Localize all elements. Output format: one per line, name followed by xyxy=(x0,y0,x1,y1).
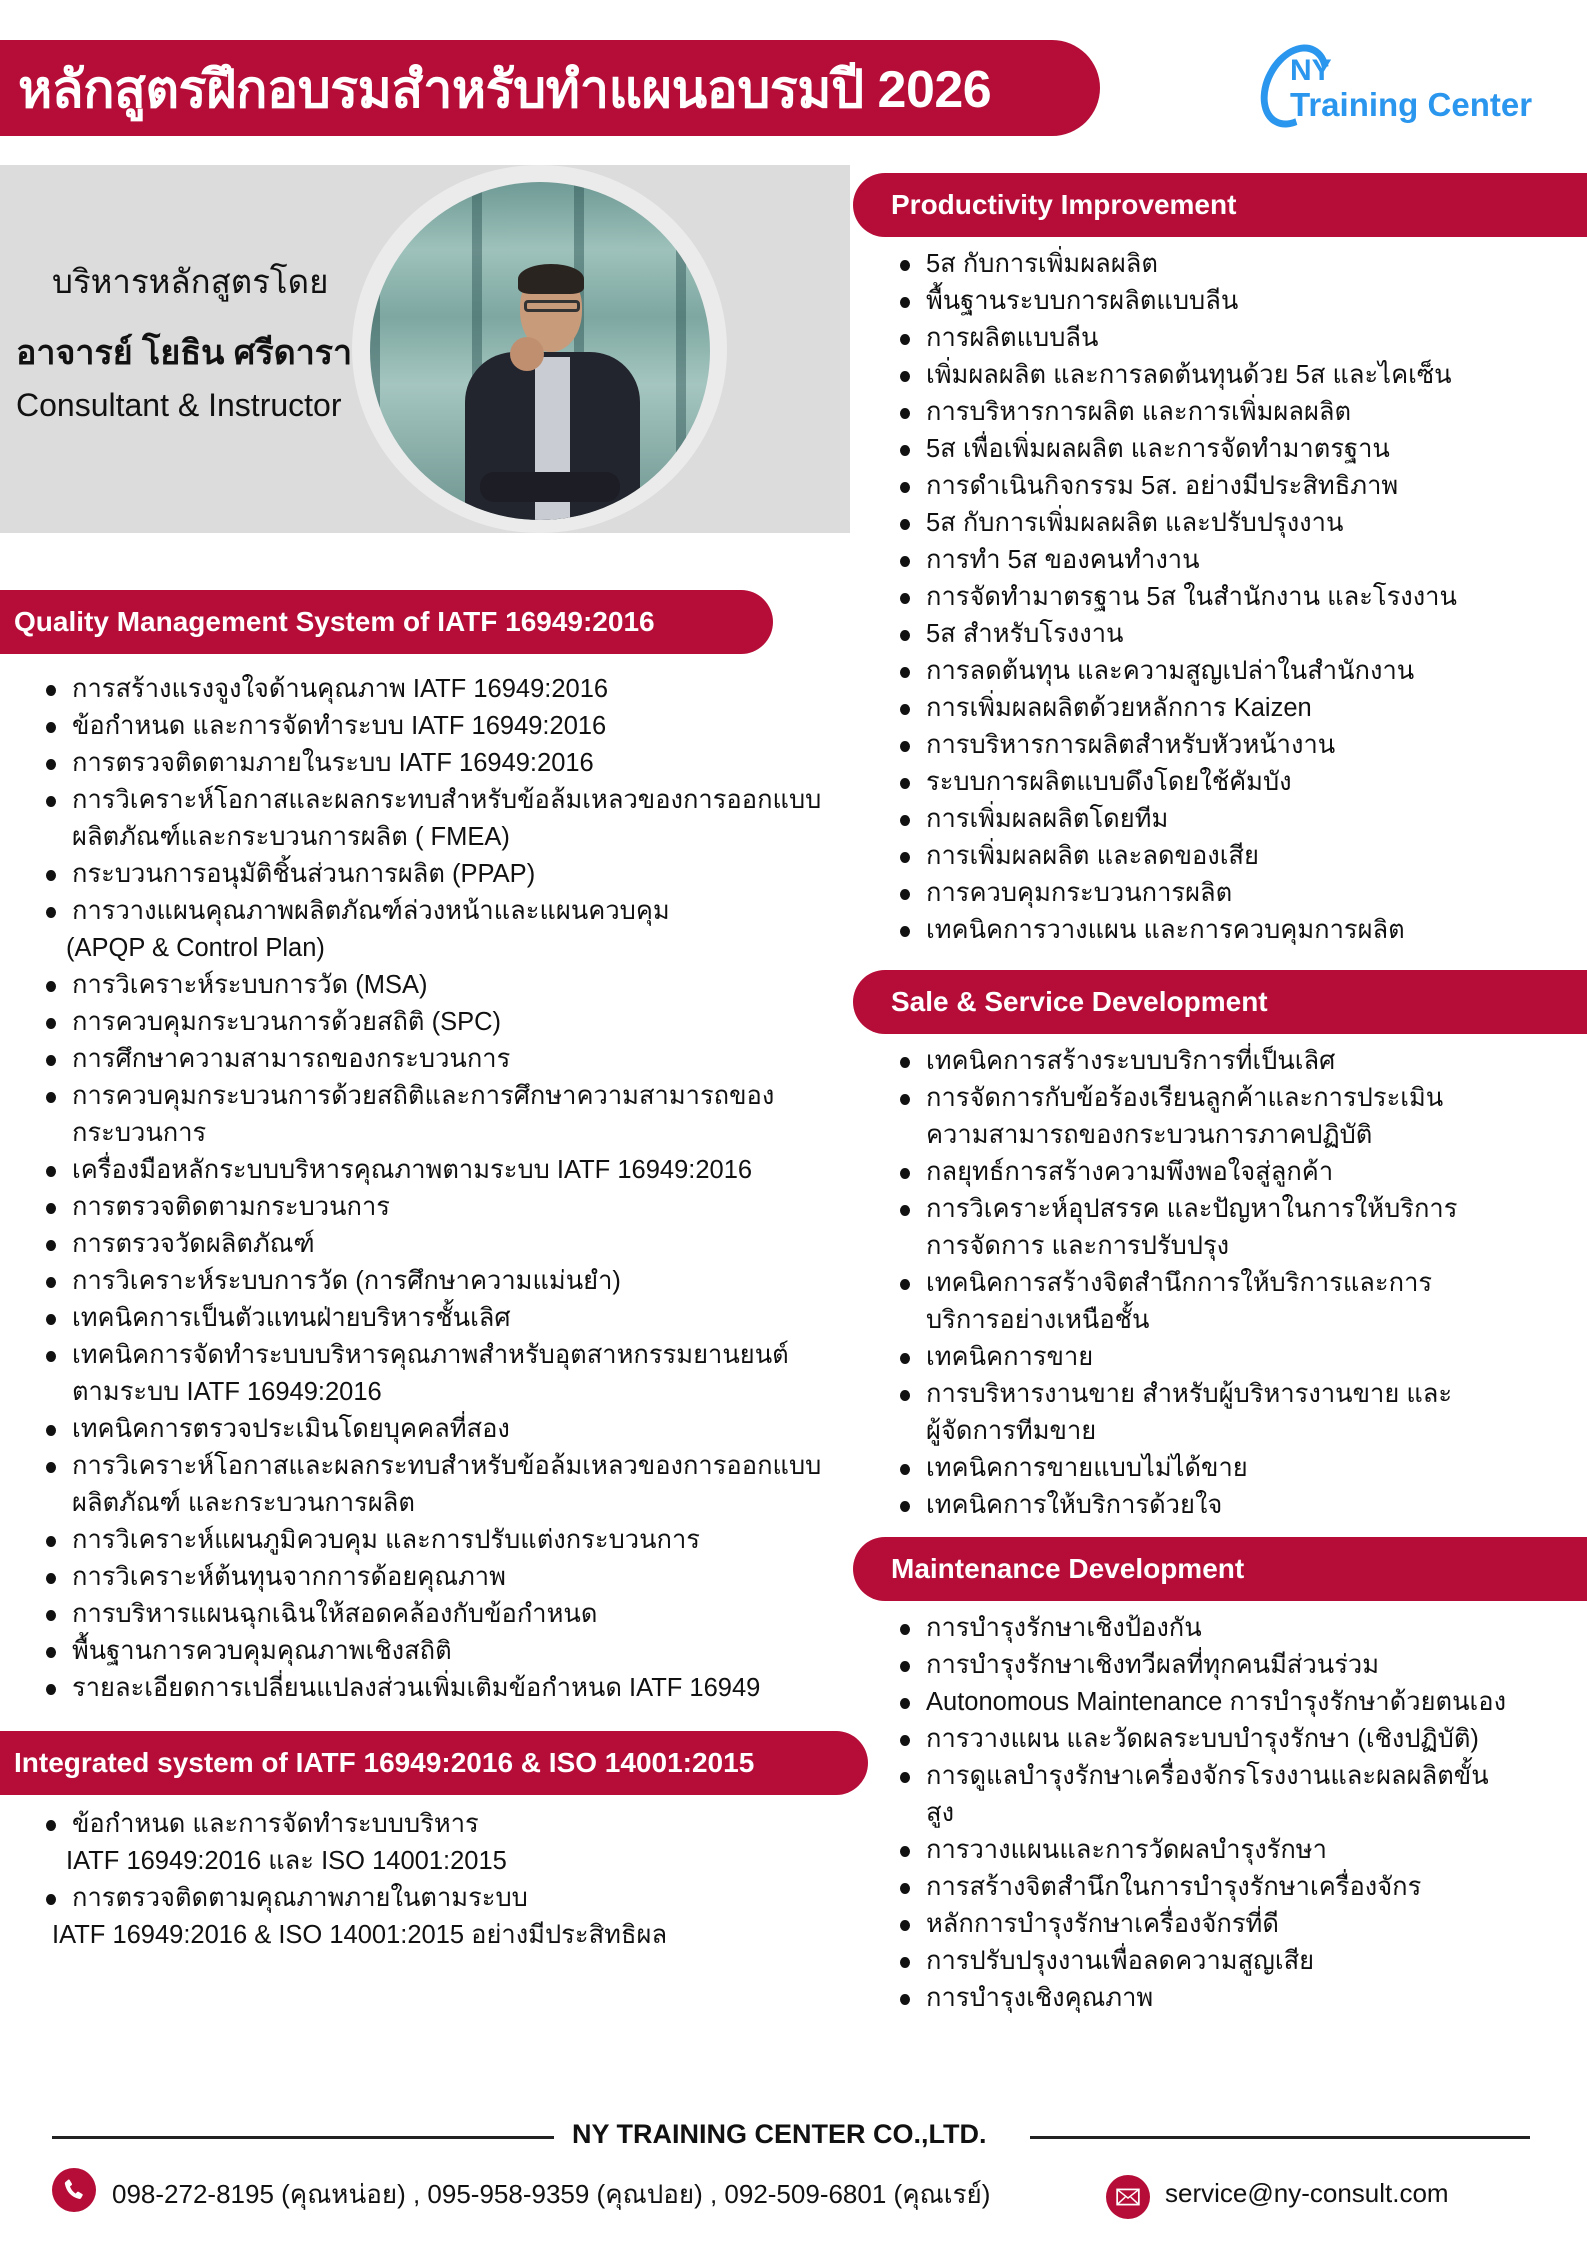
list-item xyxy=(898,764,1457,801)
list-item-text: เทคนิคการจัดทำระบบบริหารคุณภาพสำหรับอุตสาหกรรมยานยนต์ xyxy=(72,1341,789,1369)
list-item xyxy=(44,1226,821,1263)
list-item-text: การจัดการกับข้อร้องเรียนลูกค้าและการประเมิน xyxy=(926,1084,1444,1112)
list-item-text: การบำรุงรักษาเชิงป้องกัน xyxy=(926,1614,1202,1642)
list-item-text: การตรวจติดตามคุณภาพภายในตามระบบ xyxy=(72,1884,528,1912)
list-item xyxy=(898,1647,1506,1684)
list-item-text-continued: IATF 16949:2016 และ ISO 14001:2015 xyxy=(66,1847,507,1875)
footer-company-name: NY TRAINING CENTER CO.,LTD. xyxy=(572,2119,987,2149)
list-item xyxy=(898,1191,1457,1265)
trainer-name: อาจารย์ โยธิน ศรีดารา xyxy=(16,334,353,372)
list-item-text-continued: ผลิตภัณฑ์และกระบวนการผลิต ( FMEA) xyxy=(72,823,510,851)
list-item xyxy=(898,579,1457,616)
list-item xyxy=(44,1300,821,1337)
list-item-text-continued: ผู้จัดการทีมขาย xyxy=(926,1417,1097,1445)
section-header-qms xyxy=(0,590,773,654)
list-item xyxy=(44,1263,821,1300)
list-item xyxy=(44,1806,667,1880)
course-list-productivity xyxy=(898,246,1457,949)
list-item-text: การลดต้นทุน และความสูญเปล่าในสำนักงาน xyxy=(926,657,1415,685)
list-item-text: ข้อกำหนด และการจัดทำระบบ IATF 16949:2016 xyxy=(72,712,607,740)
list-item xyxy=(898,616,1457,653)
list-item-text: การวิเคราะห์แผนภูมิควบคุม และการปรับแต่งกระบวนการ xyxy=(72,1526,700,1554)
list-item-text: ระบบการผลิตแบบดึงโดยใช้คัมบัง xyxy=(926,768,1292,796)
list-item xyxy=(898,542,1457,579)
list-item-text: 5ส กับการเพิ่มผลผลิต xyxy=(926,250,1158,278)
list-item-text: พื้นฐานการควบคุมคุณภาพเชิงสถิติ xyxy=(72,1637,452,1665)
list-item xyxy=(898,431,1457,468)
photo-person-hair xyxy=(518,264,584,294)
ny-training-center-logo xyxy=(1250,38,1580,133)
list-item-text: การบริหารแผนฉุกเฉินให้สอดคล้องกับข้อกำหนด xyxy=(72,1600,598,1628)
list-item xyxy=(898,801,1457,838)
list-item xyxy=(44,745,821,782)
list-item-text: การสร้างจิตสำนึกในการบำรุงรักษาเครื่องจักร xyxy=(926,1873,1422,1901)
list-item-text: เทคนิคการสร้างจิตสำนึกการให้บริการและการ xyxy=(926,1269,1433,1297)
footer-divider-left xyxy=(52,2136,554,2139)
list-item-text: การดูแลบำรุงรักษาเครื่องจักรโรงงานและผลผลิตขั้น xyxy=(926,1762,1489,1790)
list-item-text: ข้อกำหนด และการจัดทำระบบบริหาร xyxy=(72,1810,479,1838)
list-item xyxy=(898,283,1457,320)
list-item-text: รายละเอียดการเปลี่ยนแปลงส่วนเพิ่มเติมข้อกำหนด IATF 16949 xyxy=(72,1674,761,1702)
list-item xyxy=(44,1596,821,1633)
list-item-text: การวิเคราะห์ระบบการวัด (MSA) xyxy=(72,971,428,999)
list-item-text: พื้นฐานระบบการผลิตแบบลีน xyxy=(926,287,1239,315)
list-item-text: การวิเคราะห์โอกาสและผลกระทบสำหรับข้อล้มเหลวของการออกแบบ xyxy=(72,786,822,814)
page-title: หลักสูตรฝึกอบรมสำหรับทำแผนอบรมปี 2026 xyxy=(18,60,992,119)
list-item xyxy=(44,967,821,1004)
list-item xyxy=(44,1041,821,1078)
list-item-text: การควบคุมกระบวนการด้วยสถิติและการศึกษาความสามารถของ xyxy=(72,1082,775,1110)
list-item xyxy=(898,1943,1506,1980)
list-item xyxy=(44,671,821,708)
list-item xyxy=(898,394,1457,431)
list-item-text-continued: สูง xyxy=(926,1799,955,1827)
list-item xyxy=(898,468,1457,505)
list-item-text-continued: (APQP & Control Plan) xyxy=(66,934,325,962)
photo-person-arm xyxy=(480,472,620,502)
list-item-text: การตรวจติดตามกระบวนการ xyxy=(72,1193,391,1221)
section-header-productivity xyxy=(853,173,1587,237)
course-list-qms xyxy=(44,671,821,1707)
list-item-text: การบำรุงเชิงคุณภาพ xyxy=(926,1984,1154,2012)
section-header-integrated xyxy=(0,1731,868,1795)
list-item xyxy=(44,893,821,967)
list-item-text: การบริหารงานขาย สำหรับผู้บริหารงานขาย และ xyxy=(926,1380,1453,1408)
list-item xyxy=(898,1758,1506,1832)
contact-phone-numbers: 098-272-8195 (คุณหน่อย) , 095-958-9359 (คุณปอย) , 092-509-6801 (คุณเรย์) xyxy=(112,2179,991,2209)
list-item-text: การสร้างแรงจูงใจด้านคุณภาพ IATF 16949:2016 xyxy=(72,675,609,703)
contact-email[interactable]: service@ny-consult.com xyxy=(1165,2178,1449,2208)
list-item-text: เพิ่มผลผลิต และการลดต้นทุนด้วย 5ส และไคเซ็น xyxy=(926,361,1452,389)
list-item xyxy=(898,1980,1506,2017)
list-item-text: การจัดทำมาตรฐาน 5ส ในสำนักงาน และโรงงาน xyxy=(926,583,1457,611)
list-item-text: เครื่องมือหลักระบบบริหารคุณภาพตามระบบ IATF 16949:2016 xyxy=(72,1156,753,1184)
list-item-text: เทคนิคการขาย xyxy=(926,1343,1094,1371)
list-item-text: การตรวจวัดผลิตภัณฑ์ xyxy=(72,1230,315,1258)
list-item xyxy=(898,1869,1506,1906)
list-item-text: กระบวนการอนุมัติชิ้นส่วนการผลิต (PPAP) xyxy=(72,860,536,888)
list-item xyxy=(898,1265,1457,1339)
list-item xyxy=(898,1684,1506,1721)
list-item-text: การควบคุมกระบวนการด้วยสถิติ (SPC) xyxy=(72,1008,501,1036)
course-list-sale xyxy=(898,1043,1457,1524)
list-item xyxy=(898,1450,1457,1487)
list-item-text: การบริหารการผลิต และการเพิ่มผลผลิต xyxy=(926,398,1352,426)
list-item xyxy=(898,875,1457,912)
list-item xyxy=(44,1152,821,1189)
section-header-sale xyxy=(853,970,1587,1034)
list-item xyxy=(44,856,821,893)
list-item xyxy=(44,1078,821,1152)
list-item-text: การทำ 5ส ของคนทำงาน xyxy=(926,546,1200,574)
footer-divider-right xyxy=(1030,2136,1530,2139)
list-item xyxy=(898,1043,1457,1080)
trainer-managed-by: บริหารหลักสูตรโดย xyxy=(52,263,329,300)
list-item xyxy=(898,1832,1506,1869)
section-header-maintenance xyxy=(853,1537,1587,1601)
list-item xyxy=(898,1721,1506,1758)
list-item xyxy=(898,1376,1457,1450)
list-item xyxy=(898,1154,1457,1191)
list-item-text: การบริหารการผลิตสำหรับหัวหน้างาน xyxy=(926,731,1336,759)
course-list-integrated xyxy=(44,1806,667,1954)
photo-person-glasses xyxy=(524,300,580,312)
list-item-text: 5ส เพื่อเพิ่มผลผลิต และการจัดทำมาตรฐาน xyxy=(926,435,1390,463)
list-item xyxy=(898,1080,1457,1154)
list-item-text: การตรวจติดตามภายในระบบ IATF 16949:2016 xyxy=(72,749,594,777)
list-item-text: การวิเคราะห์โอกาสและผลกระทบสำหรับข้อล้มเหลวของการออกแบบ xyxy=(72,1452,822,1480)
list-item xyxy=(44,1189,821,1226)
list-item-text: การดำเนินกิจกรรม 5ส. อย่างมีประสิทธิภาพ xyxy=(926,472,1399,500)
list-item-text: การบำรุงรักษาเชิงทวีผลที่ทุกคนมีส่วนร่วม xyxy=(926,1651,1380,1679)
list-item xyxy=(44,1670,821,1707)
list-item-text: เทคนิคการเป็นตัวแทนฝ่ายบริหารชั้นเลิศ xyxy=(72,1304,511,1332)
list-item-text: การวางแผนและการวัดผลบำรุงรักษา xyxy=(926,1836,1327,1864)
section-title-integrated: Integrated system of IATF 16949:2016 & ISO 14001:2015 xyxy=(14,1747,755,1778)
list-item-text: การวิเคราะห์อุปสรรค และปัญหาในการให้บริการ xyxy=(926,1195,1458,1223)
footer-company-row xyxy=(0,2117,1587,2157)
photo-person-hand xyxy=(510,337,544,371)
list-item-text: การควบคุมกระบวนการผลิต xyxy=(926,879,1233,907)
list-item xyxy=(44,1633,821,1670)
course-list-maintenance xyxy=(898,1610,1506,2017)
title-banner xyxy=(0,40,1100,136)
list-item xyxy=(898,246,1457,283)
list-item-text-continued: ผลิตภัณฑ์ และกระบวนการผลิต xyxy=(72,1489,415,1517)
list-item xyxy=(898,1610,1506,1647)
list-item-text: เทคนิคการสร้างระบบบริการที่เป็นเลิศ xyxy=(926,1047,1336,1075)
list-item-text: การวางแผน และวัดผลระบบบำรุงรักษา (เชิงปฏิบัติ) xyxy=(926,1725,1479,1753)
list-item-text: เทคนิคการขายแบบไม่ได้ขาย xyxy=(926,1454,1248,1482)
list-item xyxy=(898,320,1457,357)
list-item-text-continued: บริการอย่างเหนือชั้น xyxy=(926,1306,1150,1334)
list-item xyxy=(898,1339,1457,1376)
list-item xyxy=(44,1411,821,1448)
list-item-text: การวางแผนคุณภาพผลิตภัณฑ์ล่วงหน้าและแผนควบคุม xyxy=(72,897,670,925)
section-title-productivity: Productivity Improvement xyxy=(891,189,1237,220)
list-item-text-continued: กระบวนการ xyxy=(72,1119,207,1147)
list-item xyxy=(44,1880,667,1954)
list-item-text: การวิเคราะห์ระบบการวัด (การศึกษาความแม่นยำ) xyxy=(72,1267,621,1295)
phone-icon xyxy=(52,2168,96,2212)
list-item-text: การศึกษาความสามารถของกระบวนการ xyxy=(72,1045,511,1073)
list-item-text: การวิเคราะห์ต้นทุนจากการด้อยคุณภาพ xyxy=(72,1563,506,1591)
trainer-role: Consultant & Instructor xyxy=(16,387,342,423)
list-item xyxy=(44,1522,821,1559)
list-item-text: เทคนิคการตรวจประเมินโดยบุคคลที่สอง xyxy=(72,1415,510,1443)
list-item xyxy=(898,690,1457,727)
list-item xyxy=(898,912,1457,949)
list-item xyxy=(44,1559,821,1596)
list-item xyxy=(898,653,1457,690)
envelope-icon xyxy=(1106,2175,1150,2219)
list-item-text: เทคนิคการวางแผน และการควบคุมการผลิต xyxy=(926,916,1405,944)
list-item-text: Autonomous Maintenance การบำรุงรักษาด้วยตนเอง xyxy=(926,1688,1507,1716)
list-item-text-continued: ตามระบบ IATF 16949:2016 xyxy=(72,1378,382,1406)
list-item-text-continued: การจัดการ และการปรับปรุง xyxy=(926,1232,1230,1260)
logo-text-ny: NY xyxy=(1290,54,1332,87)
list-item xyxy=(44,708,821,745)
list-item-text: การปรับปรุงงานเพื่อลดความสูญเสีย xyxy=(926,1947,1315,1975)
list-item-text: 5ส สำหรับโรงงาน xyxy=(926,620,1124,648)
list-item xyxy=(898,727,1457,764)
list-item-text: การเพิ่มผลผลิตด้วยหลักการ Kaizen xyxy=(926,694,1312,722)
list-item-text: เทคนิคการให้บริการด้วยใจ xyxy=(926,1491,1223,1519)
list-item-text-continued: IATF 16949:2016 & ISO 14001:2015 อย่างมีประสิทธิผล xyxy=(52,1921,668,1949)
list-item-text-continued: ความสามารถของกระบวนการภาคปฏิบัติ xyxy=(926,1121,1373,1149)
list-item xyxy=(898,1487,1457,1524)
section-title-sale: Sale & Service Development xyxy=(891,986,1268,1017)
list-item xyxy=(898,838,1457,875)
list-item xyxy=(44,1004,821,1041)
list-item-text: 5ส กับการเพิ่มผลผลิต และปรับปรุงงาน xyxy=(926,509,1344,537)
list-item-text: หลักการบำรุงรักษาเครื่องจักรที่ดี xyxy=(926,1910,1279,1938)
list-item xyxy=(44,1448,821,1522)
logo-text-training-center: Training Center xyxy=(1290,86,1533,123)
trainer-photo xyxy=(370,182,710,520)
list-item xyxy=(898,505,1457,542)
list-item xyxy=(898,357,1457,394)
list-item-text: การเพิ่มผลผลิต และลดของเสีย xyxy=(926,842,1259,870)
list-item-text: การเพิ่มผลผลิตโดยทีม xyxy=(926,805,1169,833)
list-item-text: กลยุทธ์การสร้างความพึงพอใจสู่ลูกค้า xyxy=(926,1158,1334,1186)
list-item-text: การผลิตแบบลีน xyxy=(926,324,1099,352)
section-title-maintenance: Maintenance Development xyxy=(891,1553,1245,1584)
list-item xyxy=(44,782,821,856)
list-item xyxy=(898,1906,1506,1943)
section-title-qms: Quality Management System of IATF 16949:2016 xyxy=(14,606,655,637)
list-item xyxy=(44,1337,821,1411)
